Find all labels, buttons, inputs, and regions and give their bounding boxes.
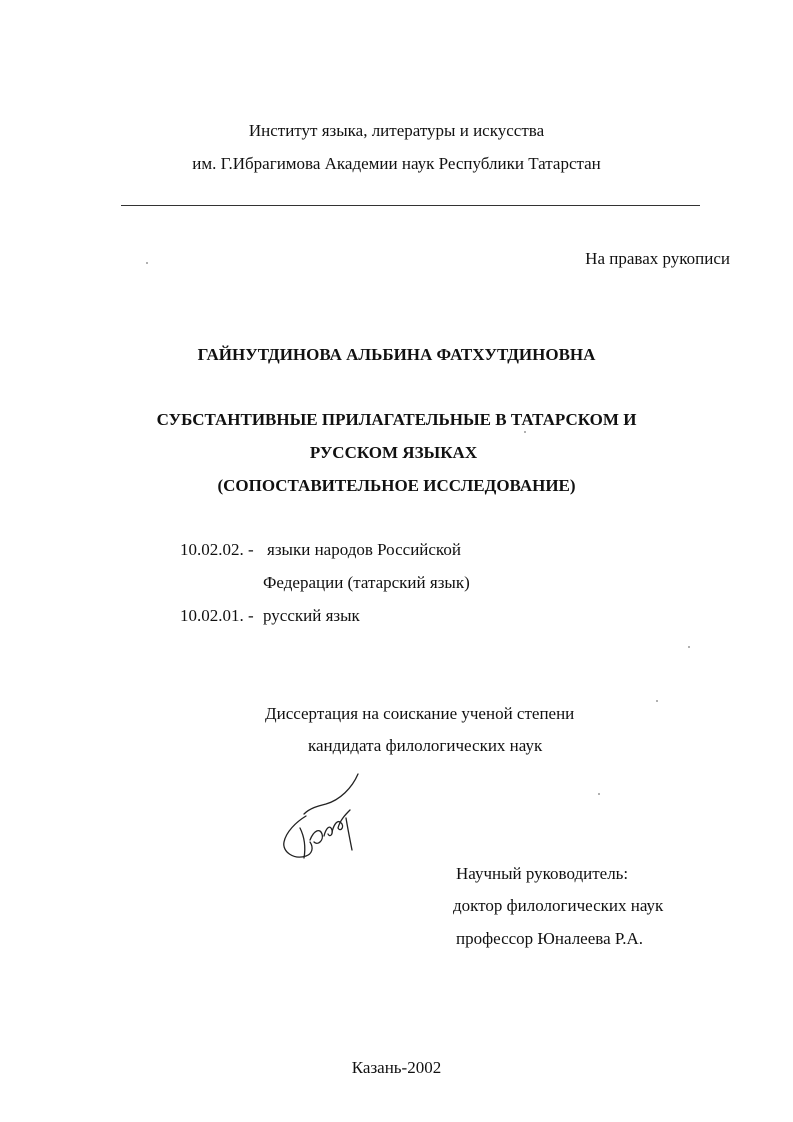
supervisor-name: профессор Юналеева Р.А.	[456, 929, 643, 948]
scan-speck	[598, 793, 600, 795]
scan-speck	[146, 262, 148, 264]
header-divider	[121, 205, 700, 206]
specialty-code-1: 10.02.02. -	[180, 540, 254, 559]
dissertation-line2: кандидата филологических наук	[308, 736, 543, 755]
supervisor-label: Научный руководитель:	[456, 864, 629, 883]
scan-speck	[656, 700, 658, 702]
institute-name-line1: Институт языка, литературы и искусства	[248, 121, 545, 140]
manuscript-note: На правах рукописи	[585, 249, 730, 268]
author-name: ГАЙНУТДИНОВА АЛЬБИНА ФАТХУТДИНОВНА	[197, 345, 596, 364]
specialty-code-2: 10.02.01. -	[180, 606, 254, 625]
specialty-name-1-line2: Федерации (татарский язык)	[263, 573, 470, 592]
institute-name-line2: им. Г.Ибрагимова Академии наук Республики Татарстан	[192, 154, 601, 173]
city-year: Казань-2002	[351, 1058, 442, 1077]
dissertation-line1: Диссертация на соискание ученой степени	[265, 704, 575, 723]
specialty-name-2: русский язык	[263, 606, 360, 625]
title-line1: СУБСТАНТИВНЫЕ ПРИЛАГАТЕЛЬНЫЕ В ТАТАРСКОМ И	[156, 410, 637, 429]
scan-speck	[524, 431, 526, 433]
title-line3: (СОПОСТАВИТЕЛЬНОЕ ИССЛЕДОВАНИЕ)	[217, 476, 576, 495]
handwritten-signature	[270, 770, 380, 870]
title-line2: РУССКОМ ЯЗЫКАХ	[309, 443, 478, 462]
specialty-name-1-line1: языки народов Российской	[267, 540, 461, 559]
supervisor-degree: доктор филологических наук	[453, 896, 664, 915]
scan-speck	[688, 646, 690, 648]
